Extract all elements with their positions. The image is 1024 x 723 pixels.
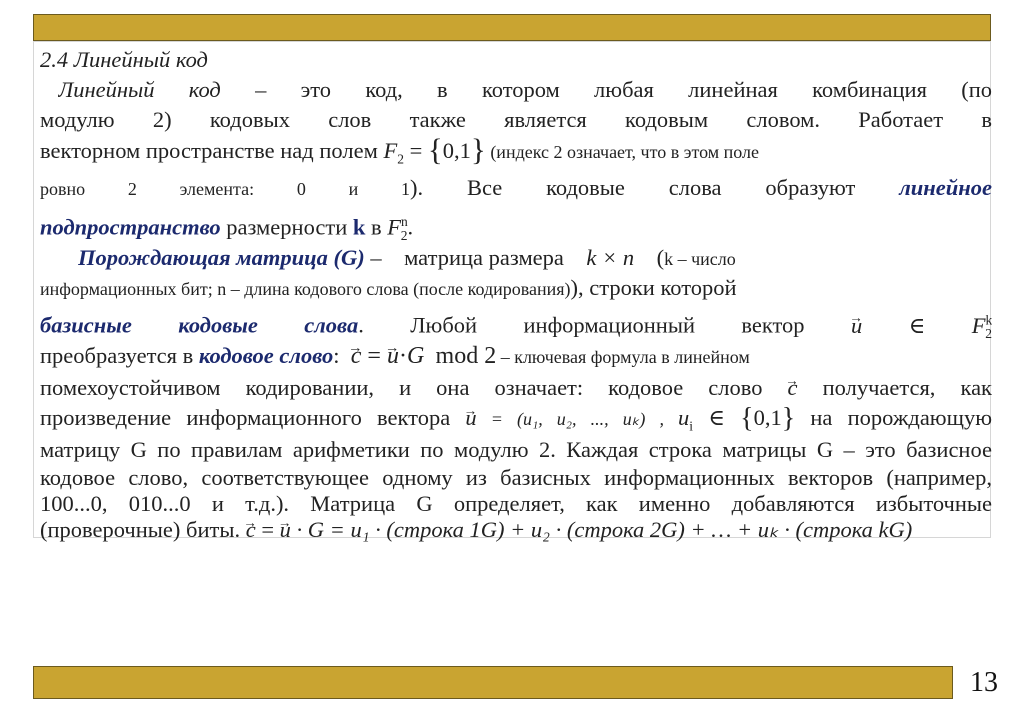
generator-line-6: произведение информационного вектора → u = (u₁, u₂, ..., uₖ) , $u_i$ ∈ {0,1} на порождающую	[40, 402, 992, 442]
definition-line-1: Линейный код – это код, в котором любая линейная комбинация (по	[58, 77, 992, 102]
codeword-expansion-formula: · G = u₁ · (строка 1G) + u₂ · (строка 2G) + … + uₖ · (строка kG)	[290, 517, 913, 542]
term-linear-subspace-part2: подпространство	[40, 214, 221, 240]
generator-line-9: 100...0, 010...0 и т.д.). Матрица G определяет, как именно добавляются избыточные	[40, 491, 992, 516]
field-set: 0,1	[442, 138, 471, 163]
section-heading: 2.4 Линейный код	[40, 47, 208, 72]
page-number: 13	[970, 667, 998, 698]
field-symbol: F	[383, 138, 398, 163]
term-linear-code: Линейный код	[58, 77, 221, 102]
slide-content-panel	[33, 41, 992, 542]
generator-line-5: помехоустойчивом кодировании, и она означает: кодовое слово → c получается, как	[40, 372, 992, 403]
generator-line-8: кодовое слово, соответствующее одному из базисных информационных векторов (например,	[40, 465, 992, 490]
bottom-decorative-bar	[33, 666, 953, 699]
generator-line-4: преобразуется в кодовое слово: → c = → u·G mod 2 – ключевая формула в линейном	[40, 340, 990, 373]
generator-line-7: матрицу G по правилам арифметики по модулю 2. Каждая строка матрицы G – это базисное	[40, 437, 992, 462]
generator-line-3: базисные кодовые слова. Любой информационный вектор → u ∈ $F^k_2$	[40, 304, 992, 349]
term-basis-codewords: базисные кодовые слова	[40, 312, 359, 338]
dimension-k: k	[352, 214, 366, 240]
generator-line-1: Порождающая матрица (G) – матрица размера k × n (k – число	[78, 245, 736, 270]
definition-line-3: векторном пространстве над полем $F_2 = \{0,1\}$ (индекс 2 означает, что в этом поле	[40, 134, 760, 167]
definition-line-4: ровно 2 элемента: 0 и 1). Все кодовые слова образуют линейное	[40, 175, 992, 200]
top-decorative-bar	[33, 14, 991, 41]
term-generator-matrix: Порождающая матрица (G)	[78, 245, 365, 270]
definition-line-5: подпространство размерности k в $F^n_2$.	[40, 214, 414, 243]
term-codeword: кодовое слово	[198, 343, 334, 368]
term-linear-subspace-part1: линейное	[899, 175, 992, 200]
generator-line-2: информационных бит; n – длина кодового слова (после кодирования)), строки которой	[40, 275, 737, 300]
definition-line-2: модулю 2) кодовых слов также является кодовым словом. Работает в	[40, 107, 992, 132]
generator-line-10: (проверочные) биты. → c = → u · G = u₁ · (строка 1G) + u₂ · (строка 2G) + … + uₖ · (строка kG)	[40, 514, 990, 545]
